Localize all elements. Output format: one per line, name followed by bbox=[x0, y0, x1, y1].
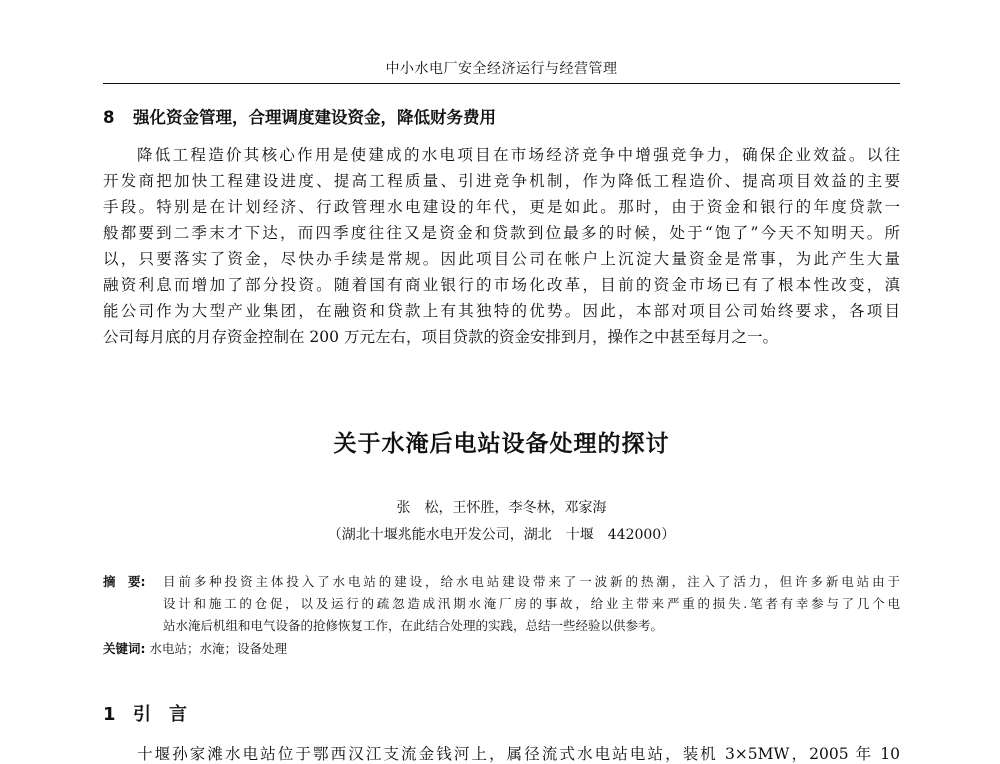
abstract-line: 设计和施工的仓促，以及运行的疏忽造成汛期水淹厂房的事故，给业主带来严重的损失.笔者有幸参与了几个电 bbox=[163, 596, 900, 611]
abstract-block bbox=[103, 571, 900, 637]
section-title: 引 言 bbox=[133, 704, 187, 725]
paragraph-line: 公司每月底的月存资金控制在 200 万元左右，项目贷款的资金安排到月，操作之中甚至每月之一。 bbox=[103, 328, 778, 346]
keywords-text: 水电站；水淹；设备处理 bbox=[149, 641, 287, 656]
paragraph-line: 手段。特别是在计划经济、行政管理水电建设的年代，更是如此。那时，由于资金和银行的年度贷款一 bbox=[103, 198, 900, 216]
article-authors: 张 松，王怀胜，李冬林，邓家海 bbox=[396, 500, 607, 516]
section-title: 强化资金管理，合理调度建设资金，降低财务费用 bbox=[133, 108, 496, 127]
abstract-label: 摘 要: bbox=[103, 574, 146, 589]
keywords-line bbox=[103, 639, 900, 657]
intro-paragraph-line: 十堰孙家滩水电站位于鄂西汉江支流金钱河上，属径流式水电站电站，装机 3×5MW，2005 年 10 bbox=[137, 745, 900, 763]
paragraph-line: 降低工程造价其核心作用是使建成的水电项目在市场经济竞争中增强竞争力，确保企业效益。以往 bbox=[137, 146, 900, 164]
abstract-line: 目前多种投资主体投入了水电站的建设，给水电站建设带来了一波新的热潮，注入了活力，但许多新电站由于 bbox=[163, 574, 900, 589]
paragraph-line: 以，只要落实了资金，尽快办手续是常规。因此项目公司在帐户上沉淀大量资金是常事，为此产生大量 bbox=[103, 250, 900, 268]
body-paragraph bbox=[103, 142, 900, 350]
section-heading-intro bbox=[103, 700, 187, 726]
section-heading bbox=[103, 104, 900, 128]
running-header: 中小水电厂安全经济运行与经营管理 bbox=[385, 61, 618, 77]
article-affiliation: （湖北十堰兆能水电开发公司，湖北 十堰 442000） bbox=[327, 527, 676, 543]
section-number: 1 bbox=[103, 704, 116, 725]
paragraph-line: 能公司作为大型产业集团，在融资和贷款上有其独特的优势。因此，本部对项目公司始终要求，各项目 bbox=[103, 302, 900, 320]
paragraph-line: 开发商把加快工程建设进度、提高工程质量、引进竞争机制，作为降低工程造价、提高项目效益的主要 bbox=[103, 172, 900, 190]
keywords-label: 关键词: bbox=[103, 641, 146, 656]
article-title: 关于水淹后电站设备处理的探讨 bbox=[333, 431, 670, 457]
section-number: 8 bbox=[103, 108, 115, 127]
header-rule bbox=[103, 83, 900, 84]
paragraph-line: 般都要到二季末才下达，而四季度往往又是资金和贷款到位最多的时候，处于“饱了”今天不知明天。所 bbox=[103, 224, 900, 242]
abstract-line: 站水淹后机组和电气设备的抢修恢复工作，在此结合处理的实践，总结一些经验以供参考。 bbox=[163, 618, 664, 633]
paragraph-line: 融资利息而增加了部分投资。随着国有商业银行的市场化改革，目前的资金市场已有了根本性改变，滇 bbox=[103, 276, 900, 294]
